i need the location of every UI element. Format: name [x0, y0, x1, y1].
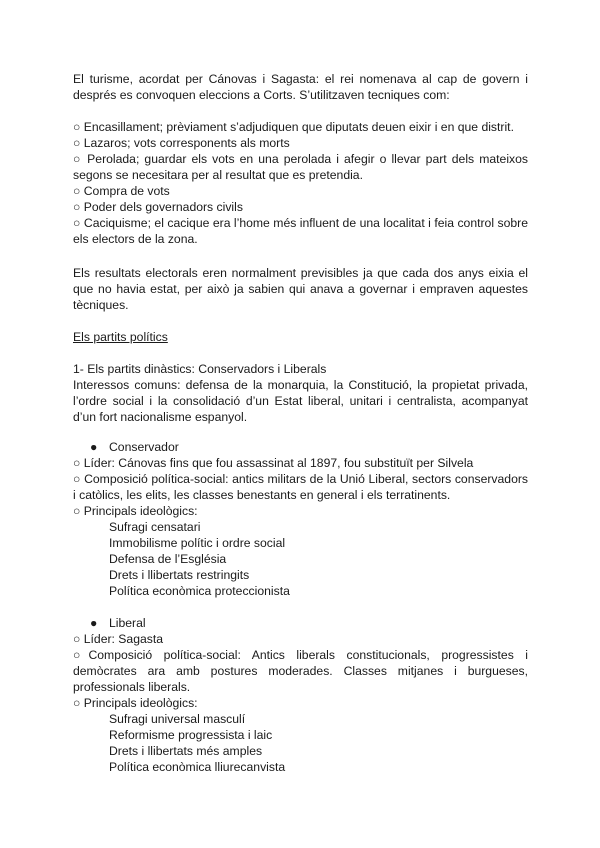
dynastic-paragraph: Interessos comuns: defensa de la monarquia, la Constitució, la propietat privada, l’ordre social i la consolidació d’un Estat liberal, unitari i centralista, acompanyat d’un fort nacionalisme espanyol.: [73, 378, 528, 424]
list-item: ○ Compra de vots: [73, 184, 170, 198]
list-item: Reformisme progressista i laic: [109, 728, 273, 742]
conservador-principles-label: ○ Principals ideològics:: [73, 504, 198, 518]
conservador-bullet-row: [90, 439, 179, 455]
list-item: Drets i llibertats més amples: [109, 744, 263, 758]
conservador-title: Conservador: [109, 440, 179, 454]
list-item: Drets i llibertats restringits: [109, 568, 250, 582]
liberal-title: Liberal: [109, 616, 146, 630]
list-item: ○ Caciquisme; el cacique era l’home més influent de una localitat i feia control sobre els electors de la zona.: [73, 216, 528, 246]
bullet-icon: ●: [90, 616, 98, 630]
list-item: ○ Encasillament; prèviament s’adjudiquen que diputats deuen eixir i en que distrit.: [73, 120, 514, 134]
liberal-principles-list: [109, 711, 529, 775]
list-item: ○ Lazaros; vots corresponents als morts: [73, 136, 290, 150]
bullet-icon: ●: [90, 440, 98, 454]
list-item: Immobilisme polític i ordre social: [109, 536, 286, 550]
techniques-list: [73, 119, 528, 247]
conservador-composition: ○ Composició política-social: antics militars de la Unió Liberal, sectors conservadors i catòlics, les elits, les classes benestants en general i els terratinents.: [73, 472, 528, 502]
intro-paragraph: El turisme, acordat per Cánovas i Sagasta: el rei nomenava al cap de govern i després es convoquen eleccions a Corts. S’utilitzaven tecniques com:: [73, 72, 528, 102]
list-item: ○ Poder dels governadors civils: [73, 200, 243, 214]
conservador-principles-list: [109, 519, 529, 599]
conservador-leader: ○ Líder: Cánovas fins que fou assassinat al 1897, fou substituït per Silvela: [73, 456, 474, 470]
list-item: Política econòmica proteccionista: [109, 584, 290, 598]
dynastic-heading: 1- Els partits dinàstics: Conservadors i Liberals: [73, 362, 327, 376]
list-item: Política econòmica lliurecanvista: [109, 760, 286, 774]
liberal-bullet-row: [90, 615, 146, 631]
list-item: ○ Perolada; guardar els vots en una perolada i afegir o llevar part dels mateixos segons se necesitara per al resultat que es pretendia.: [73, 152, 528, 182]
results-paragraph: Els resultats electorals eren normalment previsibles ja que cada dos anys eixia el que no havia estat, per això ja sabien qui anava a governar i empraven aquestes tècniques.: [73, 266, 528, 312]
list-item: Defensa de l’Església: [109, 552, 227, 566]
list-item: Sufragi censatari: [109, 520, 201, 534]
liberal-principles-label: ○ Principals ideològics:: [73, 696, 198, 710]
liberal-leader: ○ Líder: Sagasta: [73, 632, 164, 646]
liberal-composition: ○Composició política-social: Antics liberals constitucionals, progressistes i demòcrates ara amb postures moderades. Classes mitjanes i burgueses, professionals liberals.: [73, 648, 528, 694]
list-item: Sufragi universal masculí: [109, 712, 246, 726]
section-heading: Els partits polítics: [73, 330, 168, 344]
